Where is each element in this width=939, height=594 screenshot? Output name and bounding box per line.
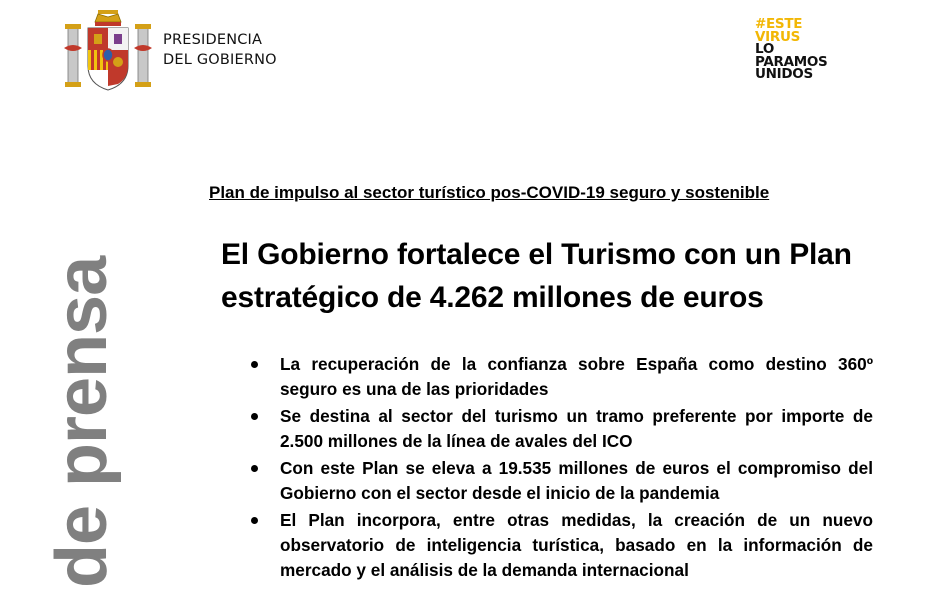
headline [221, 233, 881, 319]
side-label: de prensa [42, 256, 122, 588]
list-item-text: El Plan incorpora, entre otras medidas, la creación de un nuevo observatorio de inteligencia turística, basado en la información de mercado y el análisis de la demanda internacional [280, 510, 873, 580]
list-item [248, 352, 873, 402]
bullet-icon [251, 413, 258, 420]
campaign-hashtag-line-1: #ESTE [755, 16, 803, 32]
list-item-text: La recuperación de la confianza sobre España como destino 360º seguro es una de las prioridades [280, 354, 873, 399]
bullet-icon [251, 361, 258, 368]
list-item [248, 404, 873, 454]
campaign-slogan-line-2: PARAMOS [755, 53, 828, 70]
campaign-slogan-line-1: LO [755, 41, 774, 57]
institution-name [163, 30, 277, 70]
campaign-logo [755, 18, 865, 81]
bullet-icon [251, 465, 258, 472]
bullet-icon [251, 517, 258, 524]
institution-line-1: PRESIDENCIA [163, 32, 263, 48]
headline-line-1: El Gobierno fortalece el Turismo con un Plan [221, 238, 852, 271]
campaign-slogan-line-3: UNIDOS [755, 66, 813, 82]
key-points-list [248, 352, 873, 585]
headline-line-2: estratégico de 4.262 millones de euros [221, 281, 764, 314]
list-item-text: Con este Plan se eleva a 19.535 millones de euros el compromiso del Gobierno con el sector desde el inicio de la pandemia [280, 458, 873, 503]
list-item-text: Se destina al sector del turismo un tramo preferente por importe de 2.500 millones de la línea de avales del ICO [280, 406, 873, 451]
spanish-coat-of-arms-icon [62, 8, 154, 94]
plan-title: Plan de impulso al sector turístico pos-COVID-19 seguro y sostenible [209, 183, 770, 202]
list-item [248, 456, 873, 506]
campaign-hashtag-line-2: VIRUS [755, 28, 801, 45]
institution-line-2: DEL GOBIERNO [163, 52, 277, 68]
list-item [248, 508, 873, 583]
